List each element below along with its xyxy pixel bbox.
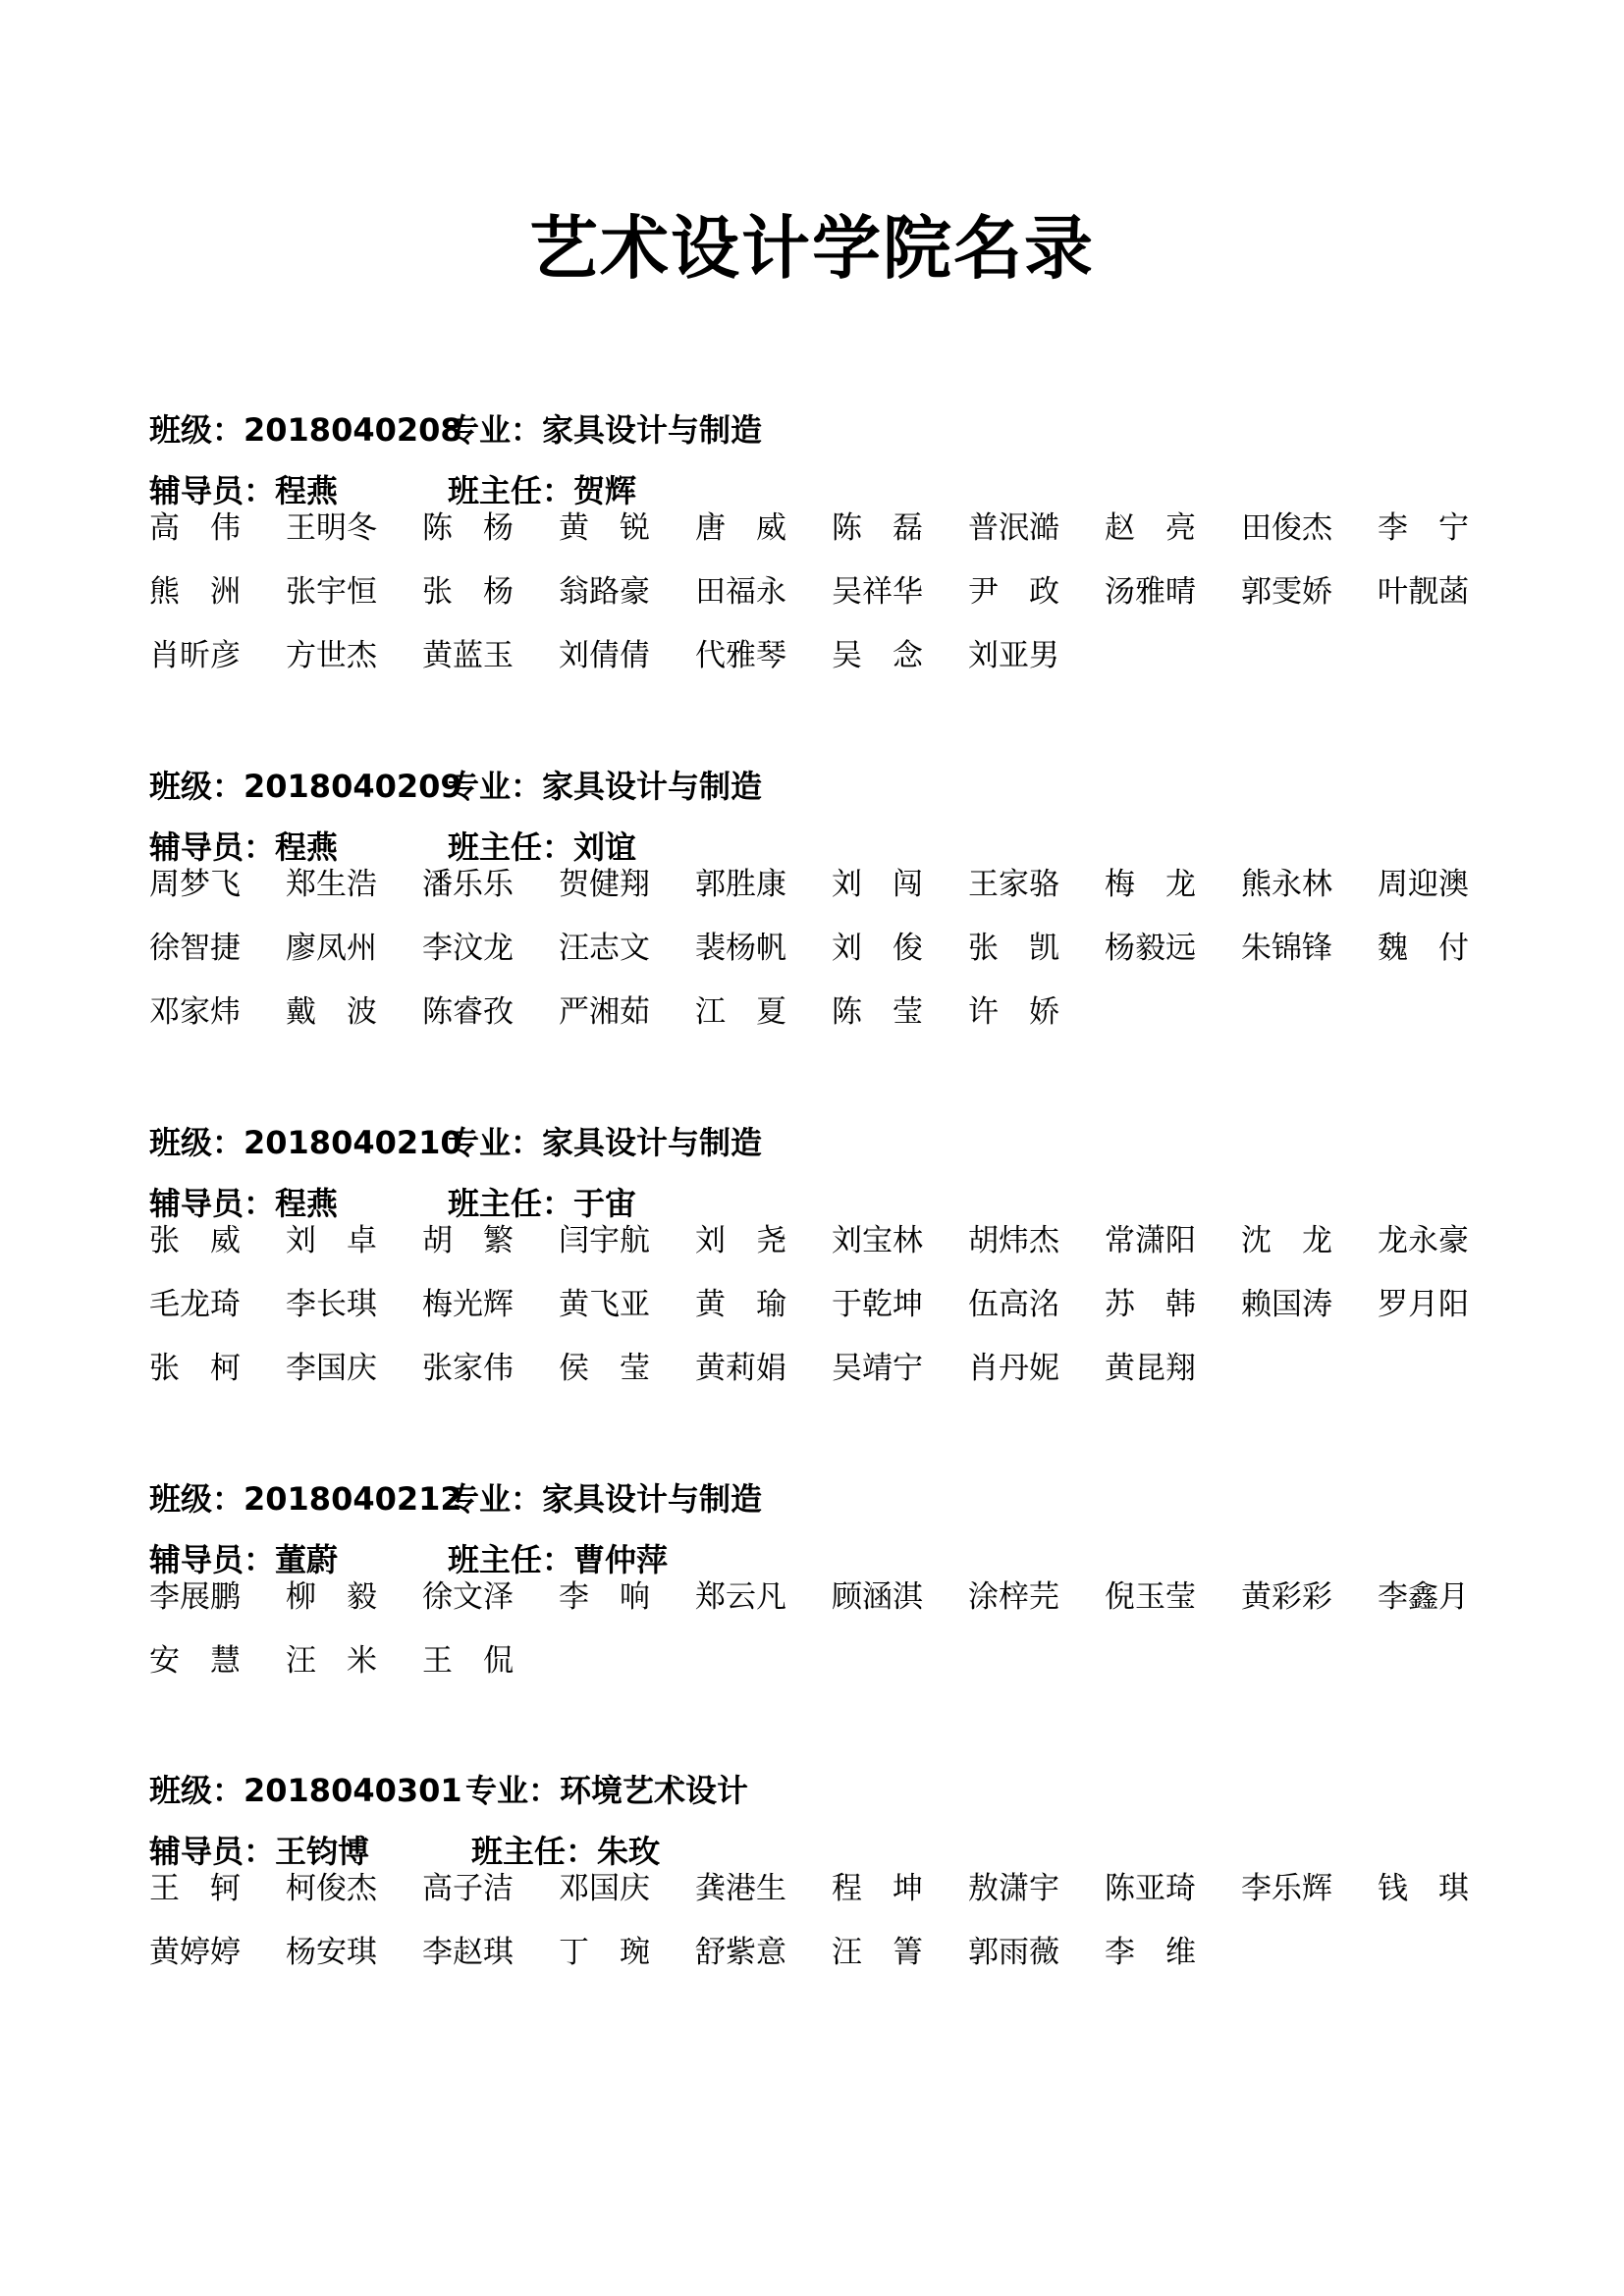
head-teacher-label: 班主任：贺辉 bbox=[448, 472, 637, 509]
major-label: 专业：家具设计与制造 bbox=[448, 411, 763, 449]
class-label: 班级：2018040210 bbox=[149, 1124, 462, 1161]
counselor-label: 辅导员：董蔚 bbox=[149, 1541, 339, 1578]
head-teacher-label: 班主任：曹仲萍 bbox=[448, 1541, 669, 1578]
major-label: 专业：环境艺术设计 bbox=[465, 1772, 749, 1809]
head-teacher-label: 班主任：刘谊 bbox=[448, 828, 637, 866]
counselor-label: 辅导员：王钧博 bbox=[149, 1833, 370, 1870]
head-teacher-label: 班主任：于宙 bbox=[448, 1185, 637, 1222]
major-label: 专业：家具设计与制造 bbox=[448, 1480, 763, 1518]
class-label: 班级：2018040209 bbox=[149, 768, 462, 805]
major-label: 专业：家具设计与制造 bbox=[448, 1124, 763, 1161]
class-label: 班级：2018040301 bbox=[149, 1772, 462, 1809]
counselor-label: 辅导员：程燕 bbox=[149, 828, 339, 866]
page-title: 艺术设计学院名录 bbox=[529, 208, 1095, 289]
major-label: 专业：家具设计与制造 bbox=[448, 768, 763, 805]
counselor-label: 辅导员：程燕 bbox=[149, 472, 339, 509]
class-label: 班级：2018040212 bbox=[149, 1480, 462, 1518]
head-teacher-label: 班主任：朱玫 bbox=[471, 1833, 661, 1870]
counselor-label: 辅导员：程燕 bbox=[149, 1185, 339, 1222]
class-label: 班级：2018040208 bbox=[149, 411, 462, 449]
